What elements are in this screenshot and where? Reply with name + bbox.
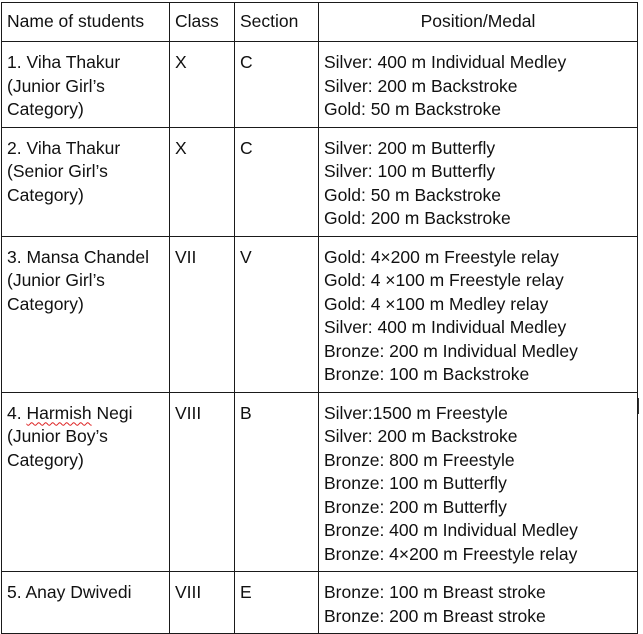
header-class: Class (170, 3, 235, 42)
header-position: Position/Medal (319, 3, 638, 42)
student-name-cell (2, 42, 170, 128)
medal-cell (319, 236, 638, 392)
student-name-prefix: 4. (7, 402, 27, 423)
section-cell: C (235, 127, 319, 236)
medal-entry: Silver: 100 m Butterfly (324, 161, 496, 181)
header-section: Section (235, 3, 319, 42)
medal-entry: Silver: 200 m Backstroke (324, 426, 518, 446)
medal-entry: Bronze: 200 m Breast stroke (324, 605, 546, 626)
medal-entry: Gold: 4 ×100 m Medley relay (324, 293, 549, 314)
medal-cell (319, 572, 638, 634)
medal-cell (319, 392, 638, 572)
student-name-suffix: Negi (91, 402, 133, 423)
class-cell: X (170, 42, 235, 128)
medal-entry: Bronze: 200 m Individual Medley (324, 340, 578, 361)
table-row (2, 127, 638, 236)
medal-entry: Bronze: 200 m Butterfly (324, 496, 507, 517)
student-name-line: (Junior Boy’s (7, 426, 108, 446)
student-name-cell (2, 572, 170, 634)
student-name-line (7, 402, 164, 426)
medal-entry: Silver:1500 m Freestyle (324, 402, 508, 423)
student-name-line: (Senior Girl’s (7, 161, 108, 181)
medal-entry: Gold: 4 ×100 m Freestyle relay (324, 270, 564, 290)
medal-entry: Silver: 200 m Butterfly (324, 137, 496, 158)
table-row (2, 392, 638, 572)
medal-entry: Bronze: 400 m Individual Medley (324, 520, 578, 540)
medal-entry: Gold: 200 m Backstroke (324, 208, 511, 228)
class-cell: VIII (170, 392, 235, 572)
medal-entry: Gold: 50 m Backstroke (324, 184, 502, 205)
student-name-cell (2, 392, 170, 572)
section-cell: V (235, 236, 319, 392)
student-name-cell (2, 127, 170, 236)
section-cell: C (235, 42, 319, 128)
medal-entry: Bronze: 100 m Backstroke (324, 364, 530, 384)
section-cell: B (235, 392, 319, 572)
class-cell: VIII (170, 572, 235, 634)
medal-entry: Bronze: 4×200 m Freestyle relay (324, 543, 578, 564)
medal-entry: Bronze: 800 m Freestyle (324, 449, 515, 470)
medal-entry: Gold: 50 m Backstroke (324, 99, 502, 119)
section-cell: E (235, 572, 319, 634)
medals-table (1, 2, 638, 634)
medal-entry: Silver: 200 m Backstroke (324, 75, 518, 96)
student-name-line: 2. Viha Thakur (7, 137, 121, 158)
table-row (2, 42, 638, 128)
class-cell: X (170, 127, 235, 236)
medal-entry: Silver: 400 m Individual Medley (324, 317, 567, 337)
table-row (2, 572, 638, 634)
header-row (2, 3, 638, 42)
student-name-line: 1. Viha Thakur (7, 52, 121, 72)
student-name-line: Category) (7, 184, 84, 205)
medal-entry: Silver: 400 m Individual Medley (324, 52, 567, 72)
medal-entry: Bronze: 100 m Breast stroke (324, 582, 546, 602)
medal-entry: Bronze: 100 m Butterfly (324, 473, 507, 493)
medal-entry: Gold: 4×200 m Freestyle relay (324, 246, 559, 267)
student-name-line: 3. Mansa Chandel (7, 246, 150, 267)
medal-cell (319, 127, 638, 236)
student-name-line: 5. Anay Dwivedi (7, 582, 132, 602)
header-name: Name of students (2, 3, 170, 42)
spellcheck-underlined-name: Harmish (26, 402, 92, 423)
student-name-line: (Junior Girl’s (7, 270, 105, 290)
class-cell: VII (170, 236, 235, 392)
text-cursor-mark (638, 398, 639, 414)
student-name-line: Category) (7, 449, 84, 470)
medal-cell (319, 42, 638, 128)
student-name-line: (Junior Girl’s (7, 75, 105, 96)
student-name-cell (2, 236, 170, 392)
table-row (2, 236, 638, 392)
student-name-line: Category) (7, 99, 84, 119)
student-name-line: Category) (7, 293, 84, 314)
